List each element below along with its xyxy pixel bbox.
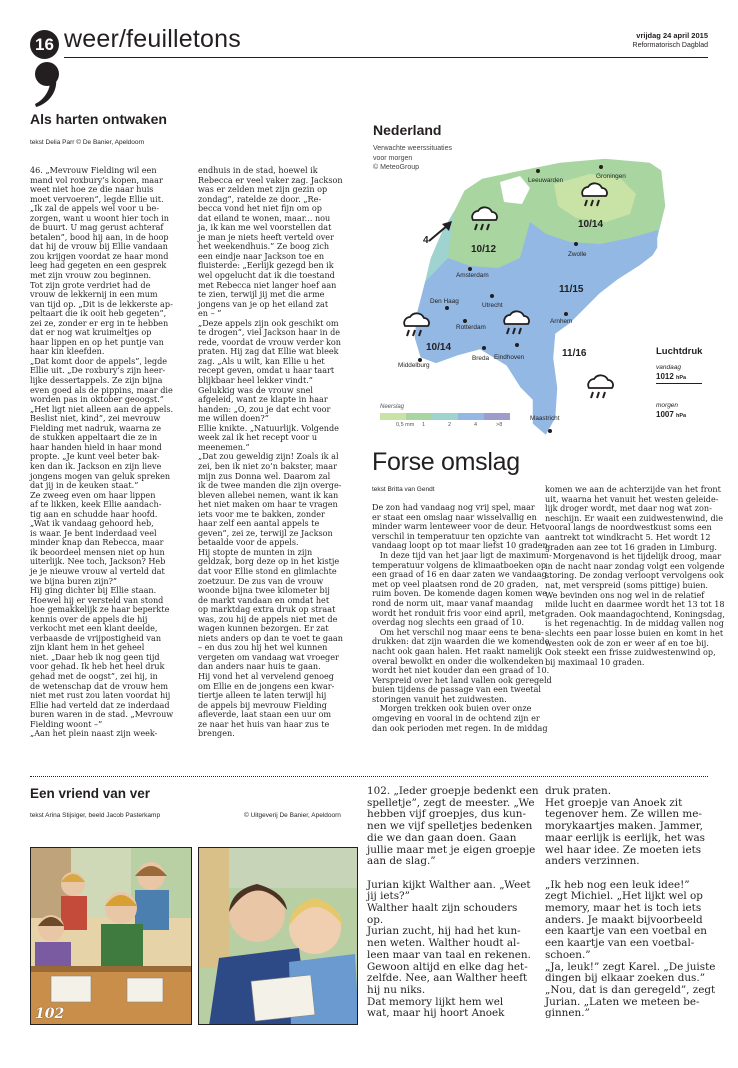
temperature-label: 11/16 [562, 348, 587, 359]
section-divider [30, 776, 708, 777]
city-label: Arnhem [550, 318, 573, 325]
feuilleton1-credit: tekst Delia Parr © De Banier, Apeldoorn [30, 139, 145, 146]
map-subtitle: Verwachte weerssituaties voor morgen © MeteoGroup [373, 145, 452, 171]
weather-article-title: Forse omslag [372, 448, 520, 476]
newspaper-name: Reformatorisch Dagblad [632, 42, 708, 49]
pressure-unit: hPa [676, 413, 687, 419]
legend-label: 0,5 mm [396, 422, 415, 428]
illustration-number: 102 [35, 1006, 65, 1022]
legend-swatch [458, 413, 484, 420]
temperature-label: 11/15 [559, 284, 584, 295]
feuilleton1-title: Als harten ontwaken [30, 111, 167, 127]
legend-swatch [484, 413, 510, 420]
rain-cloud-icon [578, 182, 610, 210]
weather-article-col2: komen we aan de achterzijde van het front uit, waarna het vanuit het westen geleide- lijk droger wordt, met daar nog wat zon- neschijn. Er waait een zuidwestenwind, die vooral langs de noordwestkust soms een aantrekt tot windkracht 5. Het wordt 12 graden aan zee tot 16 graden in Limburg. Morgenavond is het tijdelijk droog, maar in de nacht naar zondag volgt een volgende storing. De zondag verloopt vervolgens ook nat, met verspreid (soms pittige) buien. We bevinden ons nog wel in de relatief milde lucht en daarmee wordt het 13 tot 18 graden. Ook maandagochtend, Koningsdag, is het regenachtig. In de middag vallen nog slechts een paar losse buien en komt in het westen ook de zon er weer af en toe bij. Ook steekt een frisse zuidwestenwind op, bij maximaal 10 graden. [545, 484, 725, 667]
wind-speed: 4 [423, 235, 429, 246]
rain-cloud-icon [584, 374, 616, 402]
weather-article-credit: tekst Britta van Gendt [372, 486, 435, 493]
city-label: Den Haag [430, 298, 459, 305]
legend-swatch [432, 413, 458, 420]
feuilleton2-col1: 102. „Ieder groepje bedenkt een spelletje”, zegt de meester. „We hebben vijf groepjes, dus kun- nen we vijf spelletjes bedenken die we dan gaan doen. Gaan jullie maar met je eigen groepje aan de slag.” Jurian kijkt Walther aan. „Weet jij iets?” Walther haalt zijn schouders op. Jurian zucht, hij had het kun- nen weten. Walther houdt al- leen maar van taal en rekenen. Gewoon altijd en elke dag het- zelfde. Nee, aan Walther heeft hij nu niks. Dat memory lijkt hem wel wat, maar hij hoort Anoek [367, 785, 539, 1020]
city-label: Breda [472, 355, 490, 362]
weather-map [370, 118, 710, 450]
legend-label: 4 [474, 422, 478, 428]
weather-article-col1: De zon had vandaag nog vrij spel, maar er staat een omslag naar wisselvallig en minder warm lenteweer voor de deur. Het verschil in temperatuur ten opzichte van vandaag loopt op tot maar liefst 10 graden. In deze tijd van het jaar ligt de maximum- temperatuur volgens de klimaatboeken op een graad of 16 en daar zaten we vandaag, met op veel plaatsen rond de 20 graden, ruim boven. De komende dagen komen we rond de norm uit, maar vanaf maandag wordt het ronduit fris voor eind april, met overdag nog slechts een graad of 10. Om het verschil nog maar eens te bena- drukken: dat zijn waarden die we komende nacht ook gaan halen. Het raakt namelijk overal bewolkt en onder die wolkendeken wordt het niet kouder dan een graad of 10. Verspreid over het land vallen ook geregeld buien tijdens de passage van een tweetal storingen vanuit het zuidwesten. Morgen trekken ook buien over onze omgeving en vooral in de ochtend zijn er dan ook perioden met regen. In de middag [372, 502, 552, 733]
temperature-label: 10/14 [426, 342, 452, 353]
pressure-divider [656, 383, 702, 384]
temperature-label: 10/14 [578, 219, 604, 230]
legend-bar [380, 413, 510, 420]
pressure-tomorrow-label: morgen [656, 402, 679, 409]
feuilleton2-col2: druk praten. Het groepje van Anoek zit tegenover hem. Ze willen me- morykaartjes maken. Jammer, maar eerlijk is eerlijk, het was wel haar idee. Ze moeten iets anders verzinnen. „Ik heb nog een leuk idee!” zegt Michiel. „Het lijkt wel op memory, maar het is toch iets anders. Je maakt bijvoorbeeld een kaartje van een voetbal en een kaartje van een voetbal- schoen.” „Ja, leuk!” zegt Karel. „De juiste dingen bij elkaar zoeken dus.” „Nou, dat is dan geregeld”, zegt Jurian. „Laten we meteen be- ginnen.” [545, 785, 716, 1020]
feuilleton1-col1: 46. „Mevrouw Fielding wil een mand vol roxbury’s kopen, maar weet niet hoe ze die naar huis moet vervoeren”, legde Ellie uit. „Ik zal de appels wel voor u be- zorgen, want u woont hier toch in de buurt. U mag gerust achteraf betalen”, bood hij aan, in de hoop dat hij de vrouw bij Ellie vandaan zou krijgen voordat ze haar mond leeg had gegeten en een gesprek met zijn vrouw zou beginnen. Tot zijn grote verdriet had de vrouw de lekkernij in een mum van tijd op. „Dit is de lekkerste ap- peltaart die ik ooit heb gegeten”, zei ze, zonder er erg in te hebben dat er nog wat kruimeltjes op haar lippen en op het puntje van haar kin kleefden. „Dat komt door de appels”, legde Ellie uit. „De roxbury’s zijn heer- lijke dessertappels. Ze zijn bijna even goed als de pippins, maar die worden pas in oktober geoogst.” „Het ligt niet alleen aan de appels. Beslist niet, kind”, zei mevrouw Fielding met nadruk, waarna ze de stukken appeltaart die ze in haar handen hield in haar mond propte. „Je kunt veel beter bak- ken dan ik. Jackson en zijn lieve jongens mogen van geluk spreken dat jij in de keuken staat.” Ze zweeg even om haar lippen af te likken, keek Ellie aandach- tig aan en schudde haar hoofd. „Wat ik vandaag gehoord heb, is waar. Je bent inderdaad veel minder knap dan Rebecca, maar ik beoordeel mensen niet op hun uiterlijk. Nee toch, Jackson? Heb je je nieuwe vrouw al verteld dat we bijna buren zijn?” Hij ging dichter bij Ellie staan. Hoewel hij er versteld van stond hoe gemakkelijk ze haar beperkte kennis over de appels die hij verkocht met een klant deelde, verbaasde de vrijpostigheid van zijn klant hem in het geheel niet. „Daar heb ik nog geen tijd voor gehad. Ik heb het heel druk gehad met de oogst”, zei hij, in de wetenschap dat de vrouw hem niet met rust zou laten voordat hij Ellie had verteld dat ze inderdaad buren waren in de stad. „Mevrouw Fielding woont –” „Aan het plein naast zijn week- [30, 165, 174, 739]
city-label: Eindhoven [494, 354, 525, 361]
city-label: Middelburg [398, 362, 430, 369]
legend-label: 1 [422, 422, 426, 428]
section-title: weer/feuilletons [64, 25, 241, 53]
comma-ornament-icon [30, 60, 64, 108]
issue-date: vrijdag 24 april 2015 [636, 31, 708, 40]
wind-arrow-icon [426, 218, 456, 244]
city-label: Leeuwarden [528, 177, 564, 184]
city-label: Groningen [596, 173, 626, 180]
pressure-unit: hPa [676, 375, 687, 381]
legend-swatch [380, 413, 406, 420]
city-label: Zwolle [568, 251, 587, 258]
city-label: Utrecht [482, 302, 503, 309]
pressure-title: Luchtdruk [656, 346, 703, 357]
pressure-today-value: 1012 [656, 372, 674, 381]
legend-swatch [406, 413, 432, 420]
feuilleton2-credit: tekst Arina Stijsiger, beeld Jacob Pasterkamp [30, 812, 161, 819]
rain-cloud-icon [500, 310, 532, 338]
illustration-classroom-left [30, 847, 192, 1025]
feuilleton2-title: Een vriend van ver [30, 786, 151, 801]
rain-cloud-icon [400, 312, 432, 340]
rain-cloud-icon [468, 206, 500, 234]
map-title: Nederland [373, 122, 442, 138]
legend-title: Neerslag [380, 404, 405, 410]
city-label: Amsterdam [456, 272, 489, 279]
city-label: Rotterdam [456, 324, 486, 331]
feuilleton2-copyright: © Uitgeverij De Banier, Apeldoorn [244, 812, 341, 819]
netherlands-map [370, 118, 710, 450]
legend-label: 2 [448, 422, 452, 428]
temperature-label: 10/12 [471, 244, 497, 255]
header-rule [64, 57, 708, 58]
page-number-badge: 16 [30, 30, 59, 59]
feuilleton1-col2: endhuis in de stad, hoewel ik Rebecca er veel vaker zag. Jackson was er zelden met zijn gezin op zondag”, ratelde ze door. „Re- becca vond het niet fijn om op dat eiland te wonen, maar... nou ja, ik kan me wel voorstellen dat je man je niets heeft verteld over het weekendhuis.” Ze boog zich een eindje naar Jackson toe en fluisterde: „Eerlijk gezegd ben ik wel opgelucht dat ik die toestand met Rebecca niet langer hoef aan te zien, terwijl jij met die arme jongens van je op het eiland zat en – ” „Deze appels zijn ook geschikt om te drogen”, viel Jackson haar in de rede, voordat de vrouw verder kon praten. Hij zag dat Ellie wat bleek zag. „Als u wilt, kan Ellie u het recept geven, omdat u haar taart blijkbaar heel lekker vindt.” Gelukkig was de vrouw snel afgeleid, want ze klapte in haar handen: „O, zou je dat echt voor me willen doen?” Ellie knikte. „Natuurlijk. Volgende week zal ik het recept voor u meenemen.” „Dat zou geweldig zijn! Zoals ik al zei, ben ik niet zo’n bakster, maar mijn zus Donna wel. Daarom zal ik de twee manden die zijn overge- bleven allebei nemen, want ik kan het niet maken om haar te vragen iets voor me te bakken, zonder haar zelf een aantal appels te geven”, zei ze, terwijl ze Jackson betaalde voor de appels. Hij stopte de munten in zijn geldzak, borg deze op in het kistje dat voor Ellie stond en glimlachte zoetzuur. De zus van de vrouw woonde bijna twee kilometer bij de markt vandaan en omdat het op marktdag extra druk op straat was, zou hij de appels niet met de wagen kunnen bezorgen. Er zat niets anders op dan te voet te gaan – en dus zou hij het wel kunnen vergeten om vandaag wat vroeger dan anders naar huis te gaan. Hij vond het al vervelend genoeg om Ellie en de jongens een kwar- tiertje alleen te laten terwijl hij de appels bij mevrouw Fielding afleverde, laat staan een uur om ze naar het huis van haar zus te brengen. [198, 165, 343, 739]
legend-label: >8 [496, 422, 503, 428]
illustration-boys-right [198, 847, 358, 1025]
pressure-tomorrow-value: 1007 [656, 410, 674, 419]
city-label: Maastricht [530, 415, 560, 422]
pressure-today-label: vandaag [656, 364, 681, 371]
